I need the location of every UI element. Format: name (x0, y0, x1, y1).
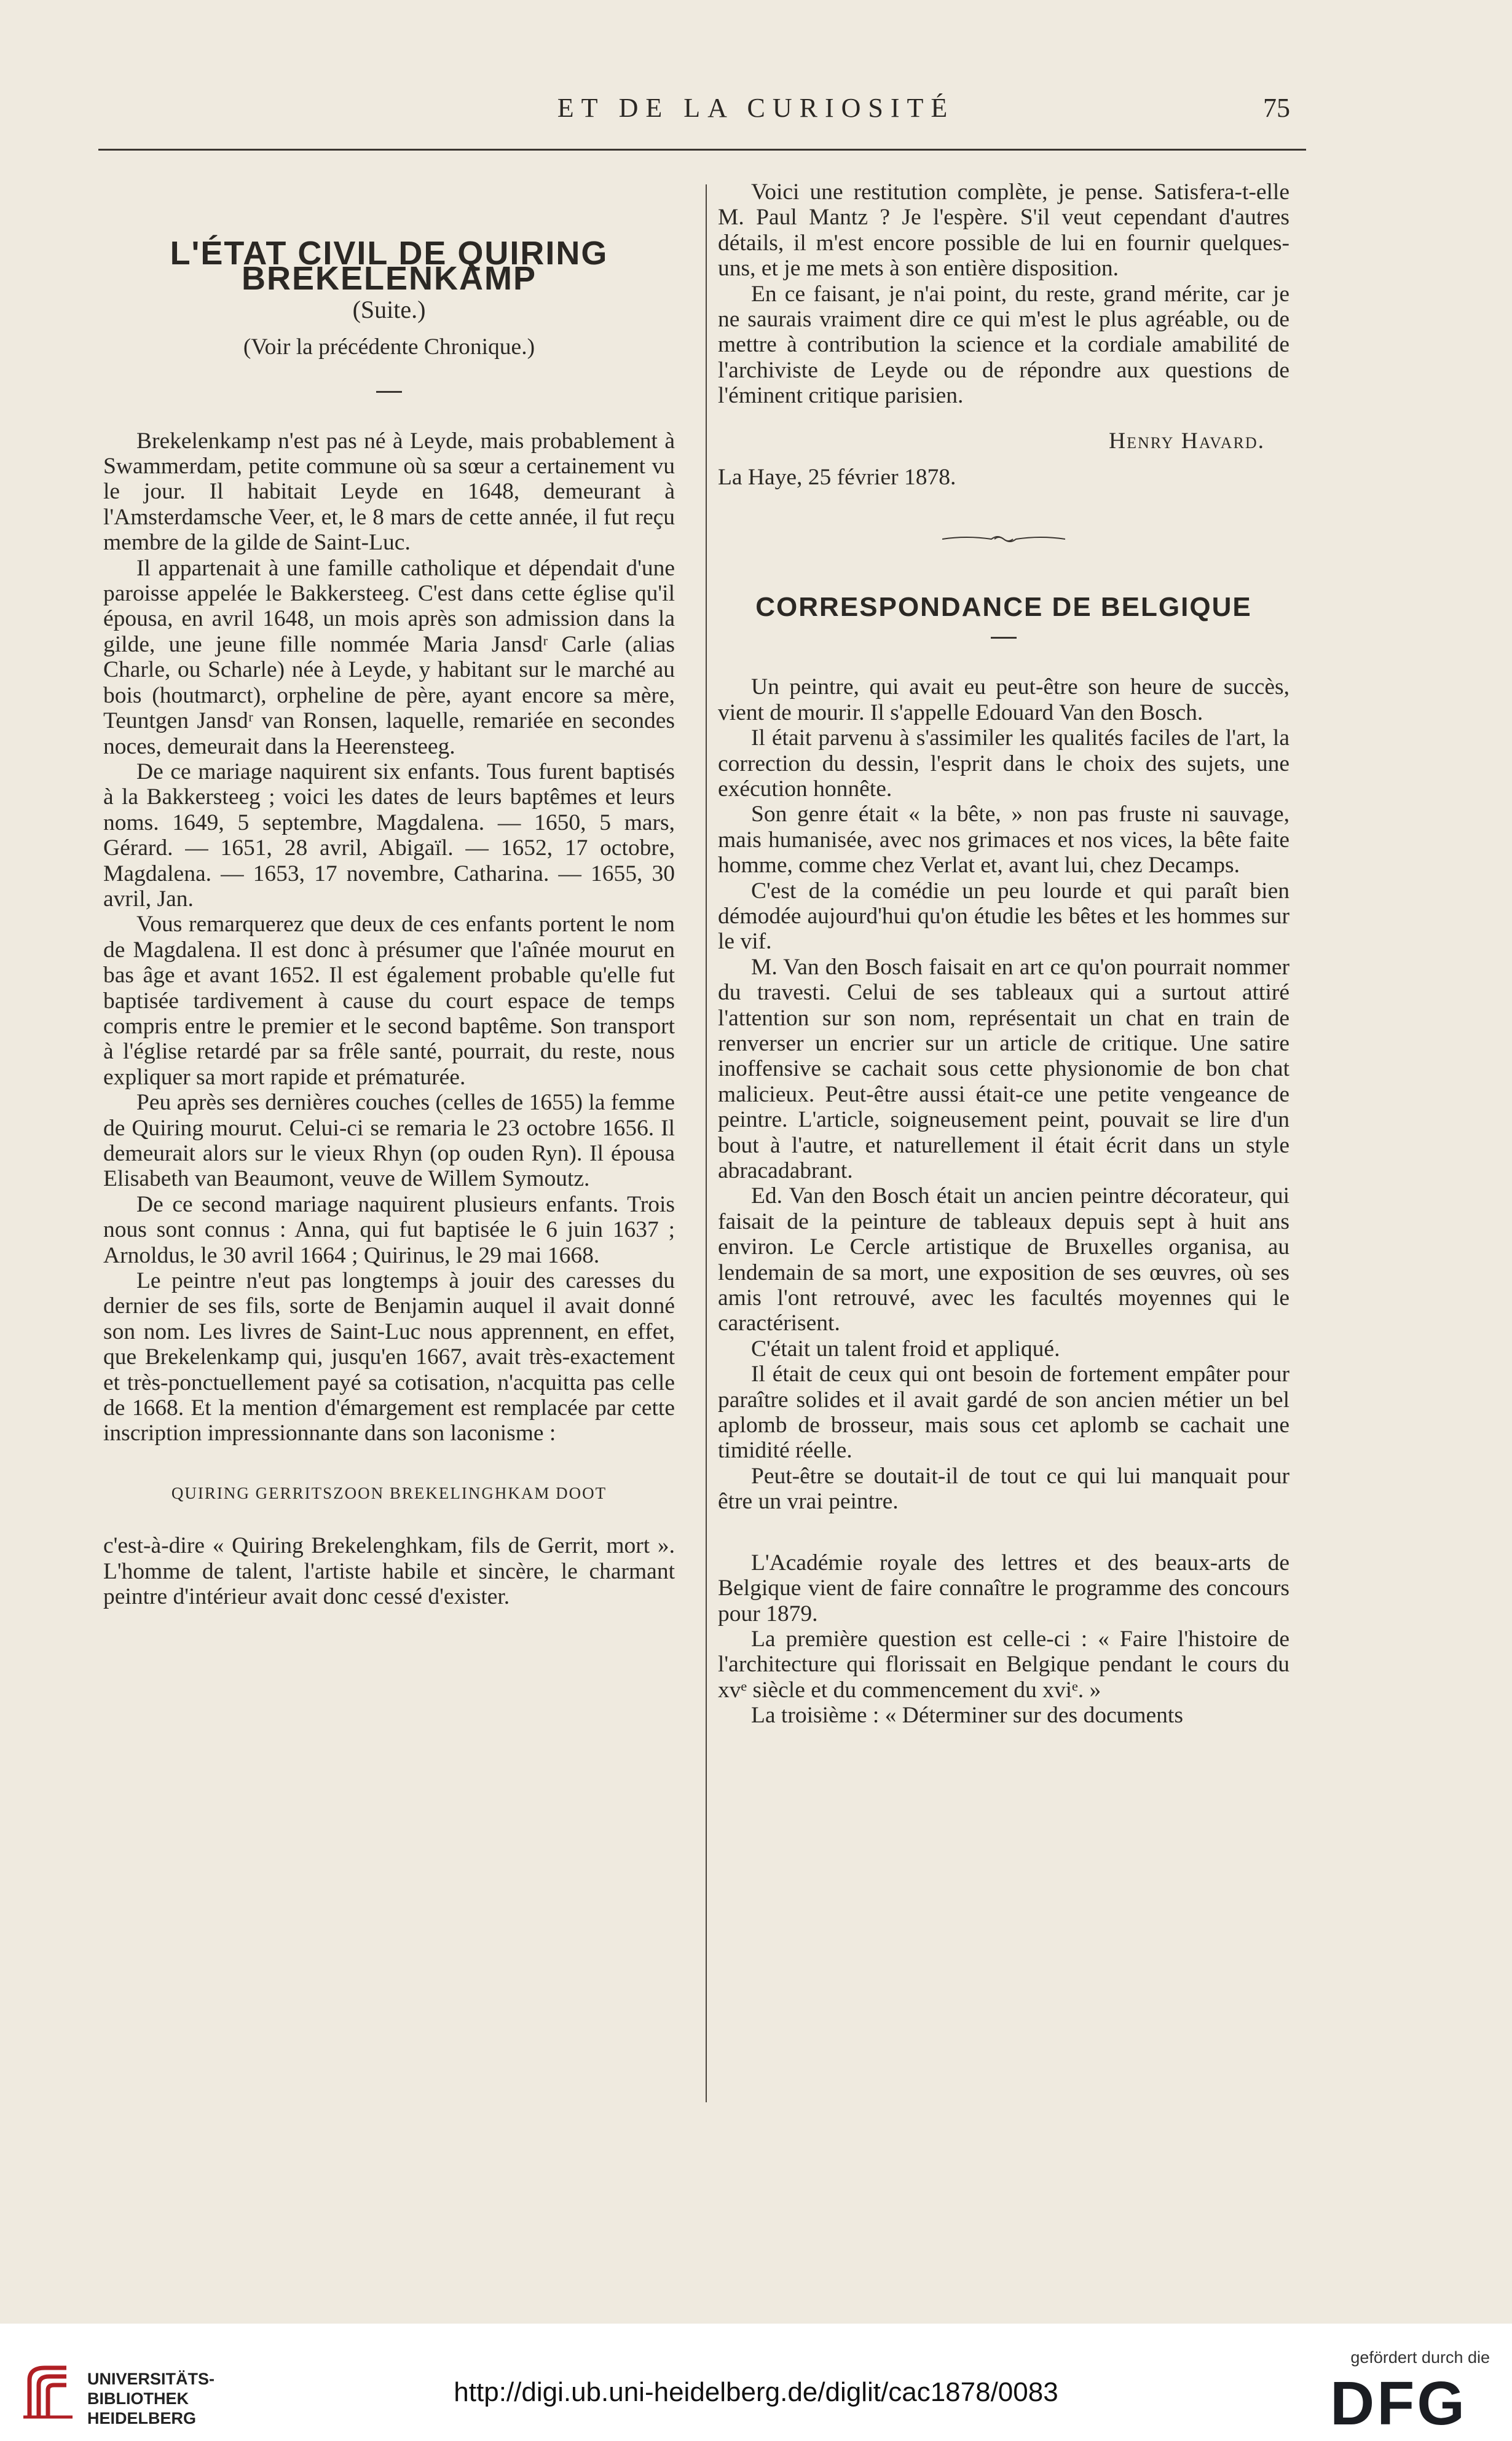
header-rule (98, 149, 1306, 151)
paragraph: Peu après ses dernières couches (celles de 1655) la femme de Quiring mourut. Celui-ci se remaria le 23 octobre 1656. Il demeurait alors sur le vieux Rhyn (op ouden Ryn). Il épousa Elisabeth van Beaumont, veuve de Willem Symoutz. (103, 1090, 675, 1192)
column-divider (706, 184, 707, 2102)
paragraph: Ed. Van den Bosch était un ancien peintre décorateur, qui faisait de la peinture de tableaux depuis sept à huit ans environ. Le Cercle artistique de Bruxelles organisa, au lendemain de sa mort, une exposition de ses œuvres, où ses amis l'ont retrouvé, avec les facultés moyennes qui le caractérisent. (718, 1183, 1290, 1336)
footer-bar (0, 2324, 1512, 2441)
paragraph: Son genre était « la bête, » non pas fruste ni sauvage, mais humanisée, avec nos grimaces et nos vices, la bête faite homme, comme chez Verlat et, avant lui, chez Decamps. (718, 802, 1290, 878)
paragraph: De ce mariage naquirent six enfants. Tous furent baptisés à la Bakkersteeg ; voici les dates de leurs baptêmes et leurs noms. 1649, 5 septembre, Magdalena. — 1650, 5 mars, Gérard. — 1651, 28 avril, Abigaïl. — 1652, 17 octobre, Magdalena. — 1653, 17 novembre, Catharina. — 1655, 30 avril, Jan. (103, 759, 675, 912)
permalink-url[interactable]: http://digi.ub.uni-heidelberg.de/diglit/cac1878/0083 (454, 2377, 1058, 2407)
library-name-line: BIBLIOTHEK (87, 2389, 189, 2408)
right-column (718, 179, 1290, 1729)
funding-caption: gefördert durch die (1350, 2348, 1490, 2367)
paragraph: Peut-être se doutait-il de tout ce qui lui manquait pour être un vrai peintre. (718, 1463, 1290, 1515)
paragraph: Brekelenkamp n'est pas né à Leyde, mais probablement à Swammerdam, petite commune où sa sœur a certainement vu le jour. Il habitait Leyde en 1648, demeurant à l'Amsterdamsche Veer, et, le 8 mars de cette année, il fut reçu membre de la gilde de Saint-Luc. (103, 428, 675, 556)
paragraph: L'Académie royale des lettres et des beaux-arts de Belgique vient de faire connaître le programme des concours pour 1879. (718, 1550, 1290, 1627)
library-name-line: UNIVERSITÄTS- (87, 2370, 215, 2388)
left-column (103, 179, 675, 1610)
paragraph: C'était un talent froid et appliqué. (751, 1336, 1060, 1362)
dfg-logo-icon[interactable] (1330, 2376, 1490, 2428)
ornament-divider (718, 526, 1290, 551)
paragraph: C'est de la comédie un peu lourde et qui paraît bien démodée aujourd'hui qu'on étudie les bêtes et les hommes sur le vif. (718, 878, 1290, 955)
dateline: La Haye, 25 février 1878. (718, 465, 956, 491)
paragraph: Un peintre, qui avait eu peut-être son heure de succès, vient de mourir. Il s'appelle Edouard Van den Bosch. (718, 674, 1290, 725)
paragraph: Voici une restitution complète, je pense. Satisfera-t-elle M. Paul Mantz ? Je l'espère. S'il veut cependant d'autres détails, il m'est encore possible de lui en fournir quelques-uns, et je me mets à son entière disposition. (718, 179, 1290, 282)
separator-dash (376, 391, 402, 393)
dfg-logo-text: DFG (1330, 2376, 1468, 2428)
article-title: L'ÉTAT CIVIL DE QUIRING BREKELENKAMP (170, 235, 608, 298)
paragraph: Le peintre n'eut pas longtemps à jouir des caresses du dernier de ses fils, sorte de Benjamin auquel il avait donné son nom. Les livres de Saint-Luc nous apprennent, en effet, que Brekelenkamp qui, jusqu'en 1667, avait très-exactement et très-ponctuellement payé sa cotisation, n'acquitta pas celle de 1668. Et la mention d'émargement est remplacée par cette inscription impressionnante dans son laconisme : (103, 1268, 675, 1446)
paragraph: Vous remarquerez que deux de ces enfants portent le nom de Magdalena. Il est donc à présumer que l'aînée mourut en bas âge et avant 1652. Il est également probable qu'elle fut baptisée tardivement à cause du court espace de temps compris entre le premier et le second baptême. Son transport à l'église retardé par sa frêle santé, pourrait, du reste, nous expliquer sa mort rapide et prématurée. (103, 912, 675, 1090)
running-head: ET DE LA CURIOSITÉ (557, 93, 955, 123)
article-note: (Voir la précédente Chronique.) (243, 334, 535, 360)
paragraph: Il était parvenu à s'assimiler les qualités faciles de l'art, la correction du dessin, l'esprit dans le choix des sujets, une exécution honnête. (718, 725, 1290, 802)
flourish-icon (942, 533, 1065, 545)
page-number: 75 (1263, 93, 1290, 123)
section-gap (718, 1515, 1290, 1550)
separator-dash (991, 637, 1017, 639)
library-name-line: HEIDELBERG (87, 2409, 197, 2427)
paragraph: c'est-à-dire « Quiring Brekelenghkam, fils de Gerrit, mort ». L'homme de talent, l'artiste habile et sincère, le charmant peintre d'intérieur avait donc cessé d'exister. (103, 1533, 675, 1610)
paragraph: En ce faisant, je n'ai point, du reste, grand mérite, car je ne saurais vraiment dire ce qui m'est le plus agréable, ou de mettre à contribution la science et la cordiale amabilité de l'archiviste de Leyde ou de répondre aux questions de l'éminent critique parisien. (718, 281, 1290, 409)
paragraph: Il appartenait à une famille catholique et dépendait d'une paroisse appelée le Bakkersteeg. C'est dans cette église qu'il épousa, en avril 1648, un mois après son admission dans la gilde, une jeune fille nommée Maria Jansdʳ Carle (alias Charle, ou Scharle) née à Leyde, y habitant sur le marché au bois (houtmarct), orpheline de père, ayant encore sa mère, Teuntgen Jansdʳ van Ronsen, laquelle, remariée en secondes noces, demeurait dans la Heerensteeg. (103, 555, 675, 759)
article-subtitle: (Suite.) (352, 295, 426, 323)
author-signature: Henry Havard. (1109, 428, 1265, 454)
paragraph: Il était de ceux qui ont besoin de fortement empâter pour paraître solides et il avait gardé de son ancien métier un bel aplomb de brosseur, mais sous cet aplomb se cachait une timidité réelle. (718, 1362, 1290, 1464)
paragraph: M. Van den Bosch faisait en art ce qu'on pourrait nommer du travesti. Celui de ses tableaux qui a surtout attiré l'attention sur son nom, représentait un chat en train de renverser un encrier sur un article de critique. Une satire inoffensive se cachait sous cette physionomie de bon chat malicieux. Peut-être aussi était-ce une petite vengeance de peintre. L'article, soigneusement peint, pouvait se lire d'un bout à l'autre, et naturellement il était écrit dans un style abracadabrant. (718, 954, 1290, 1183)
paragraph: De ce second mariage naquirent plusieurs enfants. Trois nous sont connus : Anna, qui fut baptisée le 6 juin 1637 ; Arnoldus, le 30 avril 1664 ; Quirinus, le 29 mai 1668. (103, 1191, 675, 1268)
section-title: CORRESPONDANCE DE BELGIQUE (755, 591, 1252, 622)
epitaph-inscription: QUIRING GERRITSZOON BREKELINGHKAM DOOT (171, 1483, 607, 1502)
paragraph: La troisième : « Déterminer sur des documents (751, 1703, 1183, 1729)
paragraph: La première question est celle-ci : « Faire l'histoire de l'architecture qui florissait en Belgique pendant le cours du xvᵉ siècle et du commencement du xviᵉ. » (718, 1626, 1290, 1703)
